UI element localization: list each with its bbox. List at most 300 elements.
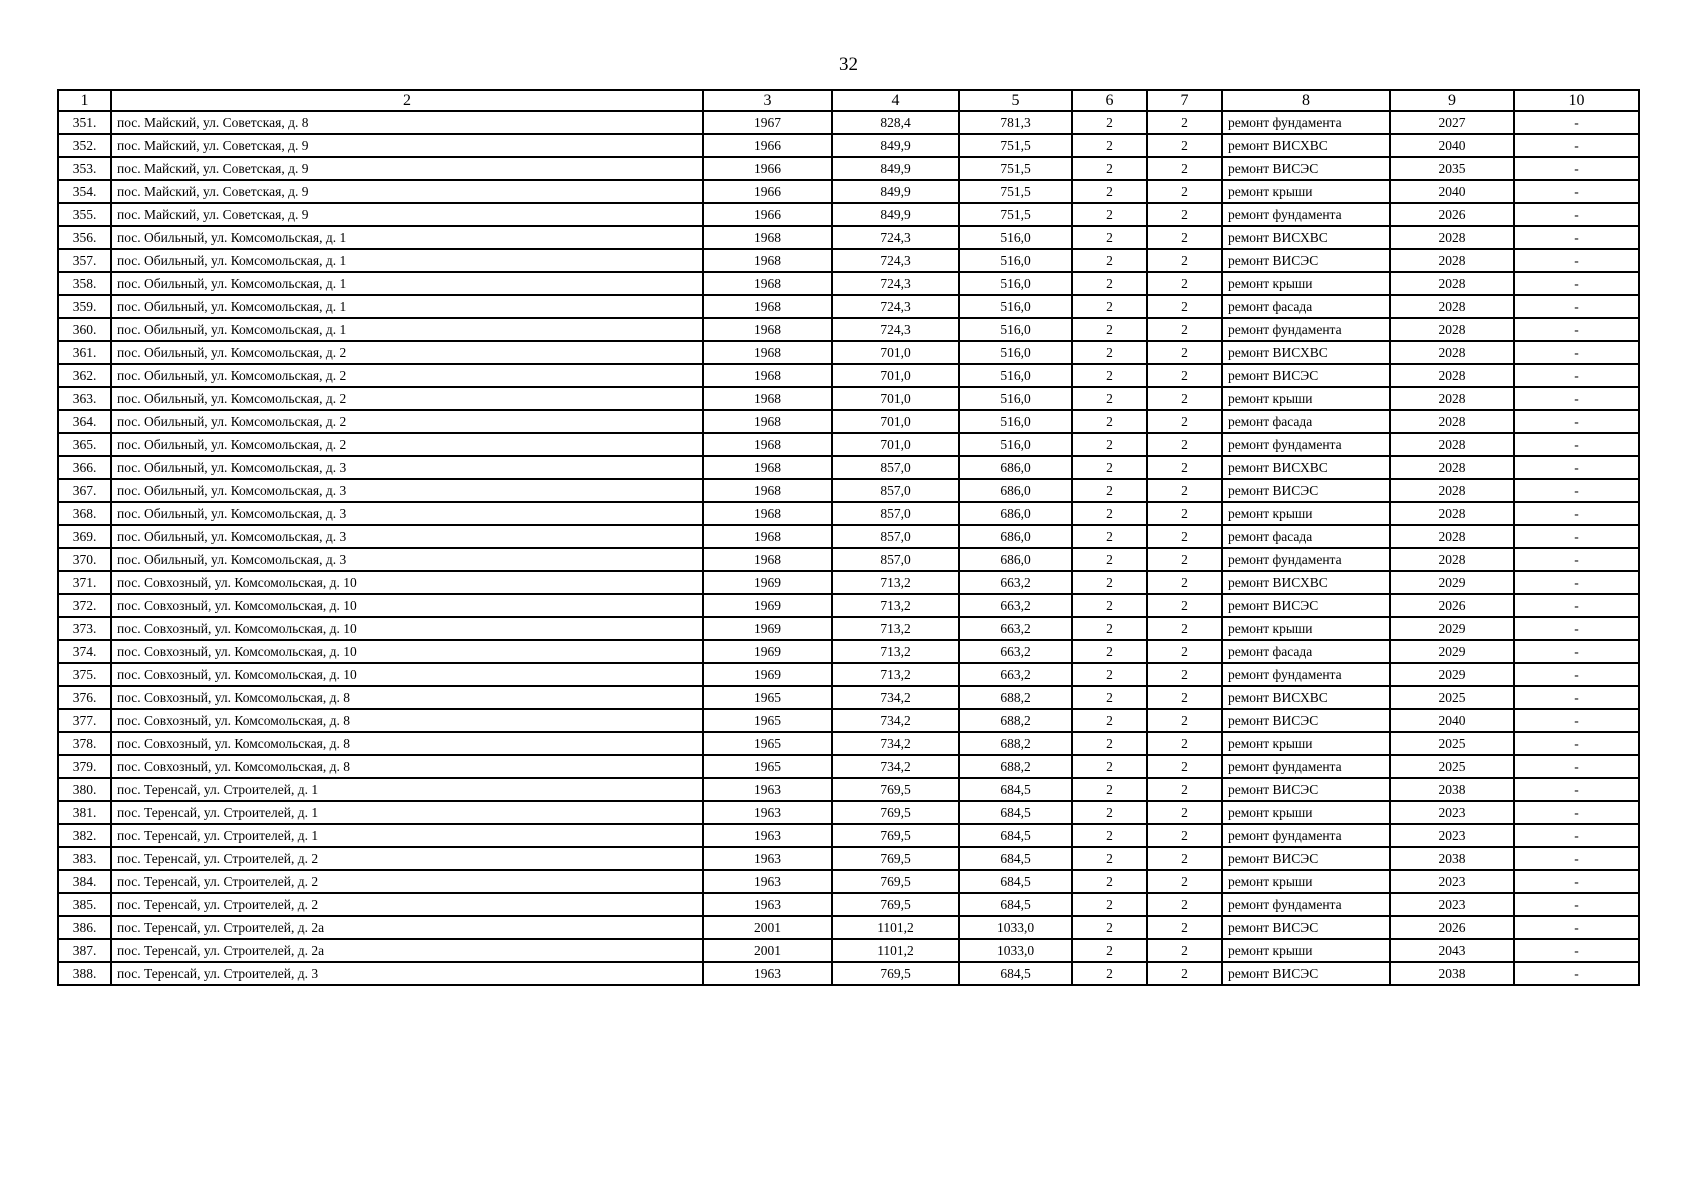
cell-planned-year: 2035 — [1390, 157, 1514, 180]
cell-address: пос. Теренсай, ул. Строителей, д. 2 — [111, 870, 703, 893]
cell-living-area: 516,0 — [959, 341, 1072, 364]
cell-work-type: ремонт крыши — [1222, 502, 1390, 525]
cell-row-number: 355. — [58, 203, 111, 226]
cell-row-number: 371. — [58, 571, 111, 594]
cell-address: пос. Обильный, ул. Комсомольская, д. 2 — [111, 387, 703, 410]
cell-work-type: ремонт фундамента — [1222, 548, 1390, 571]
column-header: 9 — [1390, 90, 1514, 111]
cell-row-number: 351. — [58, 111, 111, 134]
cell-address: пос. Теренсай, ул. Строителей, д. 3 — [111, 962, 703, 985]
cell-year-built: 1969 — [703, 571, 832, 594]
table-row — [58, 410, 1639, 433]
cell-planned-year: 2028 — [1390, 548, 1514, 571]
cell-floors: 2 — [1072, 525, 1147, 548]
cell-year-built: 1966 — [703, 157, 832, 180]
cell-entrances: 2 — [1147, 249, 1222, 272]
cell-entrances: 2 — [1147, 479, 1222, 502]
cell-total-area: 849,9 — [832, 157, 959, 180]
cell-row-number: 363. — [58, 387, 111, 410]
cell-living-area: 781,3 — [959, 111, 1072, 134]
cell-floors: 2 — [1072, 847, 1147, 870]
cell-entrances: 2 — [1147, 111, 1222, 134]
cell-total-area: 713,2 — [832, 571, 959, 594]
cell-row-number: 361. — [58, 341, 111, 364]
cell-living-area: 1033,0 — [959, 939, 1072, 962]
cell-living-area: 686,0 — [959, 456, 1072, 479]
cell-work-type: ремонт фундамента — [1222, 111, 1390, 134]
table-row — [58, 341, 1639, 364]
cell-planned-year: 2026 — [1390, 203, 1514, 226]
cell-address: пос. Теренсай, ул. Строителей, д. 1 — [111, 824, 703, 847]
cell-entrances: 2 — [1147, 387, 1222, 410]
cell-row-number: 386. — [58, 916, 111, 939]
cell-living-area: 751,5 — [959, 157, 1072, 180]
table-row — [58, 801, 1639, 824]
cell-year-built: 1966 — [703, 203, 832, 226]
cell-note: - — [1514, 272, 1639, 295]
cell-entrances: 2 — [1147, 870, 1222, 893]
cell-address: пос. Теренсай, ул. Строителей, д. 1 — [111, 801, 703, 824]
cell-total-area: 724,3 — [832, 318, 959, 341]
cell-row-number: 385. — [58, 893, 111, 916]
cell-planned-year: 2029 — [1390, 640, 1514, 663]
cell-living-area: 663,2 — [959, 617, 1072, 640]
cell-floors: 2 — [1072, 502, 1147, 525]
cell-floors: 2 — [1072, 663, 1147, 686]
table-row — [58, 111, 1639, 134]
cell-year-built: 1968 — [703, 456, 832, 479]
cell-year-built: 1968 — [703, 341, 832, 364]
cell-address: пос. Обильный, ул. Комсомольская, д. 3 — [111, 479, 703, 502]
cell-planned-year: 2023 — [1390, 801, 1514, 824]
cell-work-type: ремонт крыши — [1222, 801, 1390, 824]
table-row — [58, 318, 1639, 341]
cell-total-area: 857,0 — [832, 525, 959, 548]
cell-total-area: 769,5 — [832, 847, 959, 870]
cell-entrances: 2 — [1147, 456, 1222, 479]
cell-planned-year: 2028 — [1390, 456, 1514, 479]
cell-living-area: 684,5 — [959, 962, 1072, 985]
table-row — [58, 916, 1639, 939]
table-row — [58, 502, 1639, 525]
cell-entrances: 2 — [1147, 801, 1222, 824]
cell-work-type: ремонт ВИСЭС — [1222, 709, 1390, 732]
cell-entrances: 2 — [1147, 341, 1222, 364]
cell-address: пос. Совхозный, ул. Комсомольская, д. 10 — [111, 617, 703, 640]
column-header: 7 — [1147, 90, 1222, 111]
cell-address: пос. Совхозный, ул. Комсомольская, д. 10 — [111, 640, 703, 663]
table-row — [58, 272, 1639, 295]
cell-address: пос. Теренсай, ул. Строителей, д. 1 — [111, 778, 703, 801]
cell-work-type: ремонт фундамента — [1222, 824, 1390, 847]
cell-year-built: 1968 — [703, 318, 832, 341]
cell-work-type: ремонт ВИСЭС — [1222, 916, 1390, 939]
cell-address: пос. Совхозный, ул. Комсомольская, д. 10 — [111, 663, 703, 686]
cell-total-area: 734,2 — [832, 709, 959, 732]
cell-work-type: ремонт крыши — [1222, 272, 1390, 295]
cell-total-area: 724,3 — [832, 226, 959, 249]
cell-note: - — [1514, 318, 1639, 341]
cell-address: пос. Теренсай, ул. Строителей, д. 2 — [111, 893, 703, 916]
cell-floors: 2 — [1072, 272, 1147, 295]
table-row — [58, 134, 1639, 157]
cell-address: пос. Майский, ул. Советская, д. 8 — [111, 111, 703, 134]
cell-floors: 2 — [1072, 801, 1147, 824]
cell-year-built: 1969 — [703, 640, 832, 663]
cell-planned-year: 2028 — [1390, 387, 1514, 410]
cell-planned-year: 2028 — [1390, 226, 1514, 249]
cell-work-type: ремонт ВИСЭС — [1222, 479, 1390, 502]
cell-total-area: 724,3 — [832, 295, 959, 318]
cell-entrances: 2 — [1147, 778, 1222, 801]
cell-note: - — [1514, 847, 1639, 870]
cell-row-number: 375. — [58, 663, 111, 686]
cell-floors: 2 — [1072, 755, 1147, 778]
column-header: 4 — [832, 90, 959, 111]
cell-planned-year: 2040 — [1390, 134, 1514, 157]
cell-address: пос. Совхозный, ул. Комсомольская, д. 8 — [111, 686, 703, 709]
cell-planned-year: 2028 — [1390, 295, 1514, 318]
cell-note: - — [1514, 502, 1639, 525]
column-header: 8 — [1222, 90, 1390, 111]
cell-total-area: 724,3 — [832, 272, 959, 295]
cell-entrances: 2 — [1147, 824, 1222, 847]
cell-address: пос. Теренсай, ул. Строителей, д. 2 — [111, 847, 703, 870]
cell-year-built: 1968 — [703, 295, 832, 318]
cell-row-number: 383. — [58, 847, 111, 870]
table-row — [58, 962, 1639, 985]
cell-total-area: 734,2 — [832, 732, 959, 755]
cell-living-area: 663,2 — [959, 571, 1072, 594]
cell-entrances: 2 — [1147, 594, 1222, 617]
cell-entrances: 2 — [1147, 686, 1222, 709]
cell-work-type: ремонт фундамента — [1222, 433, 1390, 456]
cell-floors: 2 — [1072, 410, 1147, 433]
cell-total-area: 1101,2 — [832, 939, 959, 962]
column-header: 1 — [58, 90, 111, 111]
cell-floors: 2 — [1072, 134, 1147, 157]
cell-address: пос. Майский, ул. Советская, д. 9 — [111, 203, 703, 226]
cell-work-type: ремонт ВИСЭС — [1222, 778, 1390, 801]
cell-row-number: 366. — [58, 456, 111, 479]
cell-total-area: 701,0 — [832, 410, 959, 433]
cell-planned-year: 2025 — [1390, 732, 1514, 755]
cell-work-type: ремонт фундамента — [1222, 203, 1390, 226]
cell-planned-year: 2023 — [1390, 870, 1514, 893]
cell-note: - — [1514, 801, 1639, 824]
cell-note: - — [1514, 824, 1639, 847]
cell-floors: 2 — [1072, 318, 1147, 341]
cell-floors: 2 — [1072, 157, 1147, 180]
cell-row-number: 376. — [58, 686, 111, 709]
cell-address: пос. Теренсай, ул. Строителей, д. 2а — [111, 939, 703, 962]
cell-entrances: 2 — [1147, 226, 1222, 249]
table-row — [58, 387, 1639, 410]
cell-total-area: 849,9 — [832, 134, 959, 157]
cell-year-built: 1965 — [703, 686, 832, 709]
cell-floors: 2 — [1072, 433, 1147, 456]
cell-planned-year: 2029 — [1390, 571, 1514, 594]
cell-row-number: 356. — [58, 226, 111, 249]
cell-note: - — [1514, 548, 1639, 571]
cell-note: - — [1514, 916, 1639, 939]
table-row — [58, 663, 1639, 686]
cell-total-area: 701,0 — [832, 364, 959, 387]
cell-entrances: 2 — [1147, 157, 1222, 180]
cell-year-built: 1968 — [703, 525, 832, 548]
cell-work-type: ремонт фундамента — [1222, 318, 1390, 341]
cell-row-number: 387. — [58, 939, 111, 962]
cell-living-area: 516,0 — [959, 295, 1072, 318]
cell-living-area: 516,0 — [959, 272, 1072, 295]
cell-address: пос. Обильный, ул. Комсомольская, д. 2 — [111, 341, 703, 364]
cell-address: пос. Обильный, ул. Комсомольская, д. 3 — [111, 548, 703, 571]
cell-total-area: 701,0 — [832, 387, 959, 410]
cell-note: - — [1514, 157, 1639, 180]
cell-entrances: 2 — [1147, 663, 1222, 686]
cell-address: пос. Обильный, ул. Комсомольская, д. 2 — [111, 364, 703, 387]
cell-work-type: ремонт крыши — [1222, 939, 1390, 962]
cell-year-built: 1967 — [703, 111, 832, 134]
cell-address: пос. Обильный, ул. Комсомольская, д. 3 — [111, 456, 703, 479]
cell-entrances: 2 — [1147, 525, 1222, 548]
cell-note: - — [1514, 571, 1639, 594]
cell-entrances: 2 — [1147, 893, 1222, 916]
cell-total-area: 713,2 — [832, 663, 959, 686]
cell-row-number: 362. — [58, 364, 111, 387]
page-number: 32 — [839, 54, 858, 75]
cell-note: - — [1514, 387, 1639, 410]
cell-living-area: 684,5 — [959, 801, 1072, 824]
cell-year-built: 1968 — [703, 272, 832, 295]
cell-living-area: 751,5 — [959, 180, 1072, 203]
cell-note: - — [1514, 364, 1639, 387]
cell-total-area: 769,5 — [832, 824, 959, 847]
cell-work-type: ремонт ВИСЭС — [1222, 364, 1390, 387]
cell-year-built: 1963 — [703, 870, 832, 893]
cell-work-type: ремонт фундамента — [1222, 893, 1390, 916]
cell-row-number: 378. — [58, 732, 111, 755]
cell-entrances: 2 — [1147, 502, 1222, 525]
cell-planned-year: 2038 — [1390, 778, 1514, 801]
table-row — [58, 456, 1639, 479]
table-row — [58, 686, 1639, 709]
cell-row-number: 382. — [58, 824, 111, 847]
cell-floors: 2 — [1072, 111, 1147, 134]
cell-entrances: 2 — [1147, 180, 1222, 203]
cell-floors: 2 — [1072, 939, 1147, 962]
cell-total-area: 701,0 — [832, 341, 959, 364]
cell-row-number: 359. — [58, 295, 111, 318]
cell-floors: 2 — [1072, 548, 1147, 571]
cell-note: - — [1514, 640, 1639, 663]
table-row — [58, 226, 1639, 249]
cell-planned-year: 2043 — [1390, 939, 1514, 962]
cell-total-area: 724,3 — [832, 249, 959, 272]
cell-living-area: 1033,0 — [959, 916, 1072, 939]
cell-year-built: 1969 — [703, 663, 832, 686]
cell-note: - — [1514, 709, 1639, 732]
cell-total-area: 857,0 — [832, 502, 959, 525]
cell-year-built: 1968 — [703, 364, 832, 387]
cell-note: - — [1514, 893, 1639, 916]
cell-entrances: 2 — [1147, 295, 1222, 318]
cell-planned-year: 2023 — [1390, 893, 1514, 916]
table-row — [58, 548, 1639, 571]
cell-address: пос. Совхозный, ул. Комсомольская, д. 10 — [111, 571, 703, 594]
cell-row-number: 357. — [58, 249, 111, 272]
cell-note: - — [1514, 686, 1639, 709]
cell-row-number: 373. — [58, 617, 111, 640]
cell-planned-year: 2026 — [1390, 916, 1514, 939]
cell-entrances: 2 — [1147, 548, 1222, 571]
table-row — [58, 594, 1639, 617]
cell-note: - — [1514, 870, 1639, 893]
cell-note: - — [1514, 295, 1639, 318]
cell-living-area: 663,2 — [959, 594, 1072, 617]
cell-work-type: ремонт ВИСЭС — [1222, 594, 1390, 617]
cell-entrances: 2 — [1147, 203, 1222, 226]
cell-total-area: 701,0 — [832, 433, 959, 456]
cell-year-built: 1968 — [703, 433, 832, 456]
cell-floors: 2 — [1072, 686, 1147, 709]
cell-floors: 2 — [1072, 456, 1147, 479]
cell-year-built: 2001 — [703, 916, 832, 939]
cell-entrances: 2 — [1147, 916, 1222, 939]
cell-total-area: 857,0 — [832, 456, 959, 479]
table-row — [58, 893, 1639, 916]
cell-row-number: 353. — [58, 157, 111, 180]
table-row — [58, 364, 1639, 387]
cell-planned-year: 2038 — [1390, 962, 1514, 985]
cell-floors: 2 — [1072, 571, 1147, 594]
cell-note: - — [1514, 778, 1639, 801]
table-row — [58, 249, 1639, 272]
cell-row-number: 369. — [58, 525, 111, 548]
table-row — [58, 778, 1639, 801]
cell-planned-year: 2028 — [1390, 479, 1514, 502]
cell-row-number: 358. — [58, 272, 111, 295]
cell-planned-year: 2028 — [1390, 364, 1514, 387]
cell-note: - — [1514, 617, 1639, 640]
cell-living-area: 686,0 — [959, 502, 1072, 525]
cell-note: - — [1514, 755, 1639, 778]
column-header: 5 — [959, 90, 1072, 111]
cell-work-type: ремонт ВИСЭС — [1222, 157, 1390, 180]
cell-total-area: 769,5 — [832, 870, 959, 893]
cell-work-type: ремонт ВИСХВС — [1222, 686, 1390, 709]
cell-row-number: 367. — [58, 479, 111, 502]
cell-total-area: 769,5 — [832, 962, 959, 985]
cell-work-type: ремонт ВИСЭС — [1222, 847, 1390, 870]
cell-floors: 2 — [1072, 364, 1147, 387]
cell-planned-year: 2038 — [1390, 847, 1514, 870]
cell-work-type: ремонт фасада — [1222, 410, 1390, 433]
table-row — [58, 824, 1639, 847]
cell-living-area: 688,2 — [959, 732, 1072, 755]
table-row — [58, 640, 1639, 663]
cell-note: - — [1514, 594, 1639, 617]
cell-living-area: 516,0 — [959, 318, 1072, 341]
table-row — [58, 433, 1639, 456]
cell-living-area: 516,0 — [959, 364, 1072, 387]
cell-year-built: 1968 — [703, 479, 832, 502]
cell-work-type: ремонт ВИСХВС — [1222, 341, 1390, 364]
table-row — [58, 180, 1639, 203]
cell-row-number: 388. — [58, 962, 111, 985]
cell-living-area: 684,5 — [959, 893, 1072, 916]
cell-address: пос. Теренсай, ул. Строителей, д. 2а — [111, 916, 703, 939]
cell-planned-year: 2040 — [1390, 180, 1514, 203]
cell-address: пос. Обильный, ул. Комсомольская, д. 3 — [111, 502, 703, 525]
cell-planned-year: 2029 — [1390, 663, 1514, 686]
cell-floors: 2 — [1072, 778, 1147, 801]
cell-note: - — [1514, 663, 1639, 686]
cell-row-number: 377. — [58, 709, 111, 732]
cell-row-number: 372. — [58, 594, 111, 617]
cell-year-built: 1968 — [703, 502, 832, 525]
cell-note: - — [1514, 479, 1639, 502]
cell-floors: 2 — [1072, 479, 1147, 502]
cell-row-number: 384. — [58, 870, 111, 893]
cell-living-area: 688,2 — [959, 709, 1072, 732]
cell-row-number: 360. — [58, 318, 111, 341]
cell-planned-year: 2028 — [1390, 410, 1514, 433]
cell-living-area: 686,0 — [959, 548, 1072, 571]
cell-floors: 2 — [1072, 824, 1147, 847]
header-row — [58, 90, 1639, 111]
cell-planned-year: 2028 — [1390, 433, 1514, 456]
cell-work-type: ремонт ВИСХВС — [1222, 134, 1390, 157]
table-row — [58, 479, 1639, 502]
cell-entrances: 2 — [1147, 272, 1222, 295]
cell-living-area: 751,5 — [959, 134, 1072, 157]
cell-year-built: 1965 — [703, 755, 832, 778]
cell-floors: 2 — [1072, 180, 1147, 203]
table-body — [58, 111, 1639, 985]
cell-note: - — [1514, 111, 1639, 134]
cell-planned-year: 2025 — [1390, 686, 1514, 709]
cell-year-built: 1968 — [703, 410, 832, 433]
cell-address: пос. Обильный, ул. Комсомольская, д. 1 — [111, 249, 703, 272]
cell-floors: 2 — [1072, 709, 1147, 732]
cell-entrances: 2 — [1147, 732, 1222, 755]
cell-year-built: 1963 — [703, 962, 832, 985]
cell-year-built: 1968 — [703, 548, 832, 571]
cell-floors: 2 — [1072, 732, 1147, 755]
cell-floors: 2 — [1072, 594, 1147, 617]
cell-total-area: 713,2 — [832, 617, 959, 640]
cell-living-area: 516,0 — [959, 226, 1072, 249]
cell-living-area: 684,5 — [959, 870, 1072, 893]
cell-address: пос. Совхозный, ул. Комсомольская, д. 10 — [111, 594, 703, 617]
cell-note: - — [1514, 433, 1639, 456]
cell-work-type: ремонт фундамента — [1222, 755, 1390, 778]
cell-address: пос. Совхозный, ул. Комсомольская, д. 8 — [111, 709, 703, 732]
cell-year-built: 1969 — [703, 617, 832, 640]
cell-total-area: 828,4 — [832, 111, 959, 134]
cell-planned-year: 2028 — [1390, 249, 1514, 272]
cell-work-type: ремонт фундамента — [1222, 663, 1390, 686]
table-row — [58, 617, 1639, 640]
cell-year-built: 1965 — [703, 732, 832, 755]
cell-note: - — [1514, 525, 1639, 548]
cell-work-type: ремонт фасада — [1222, 525, 1390, 548]
cell-address: пос. Обильный, ул. Комсомольская, д. 2 — [111, 433, 703, 456]
cell-row-number: 381. — [58, 801, 111, 824]
cell-entrances: 2 — [1147, 571, 1222, 594]
cell-entrances: 2 — [1147, 433, 1222, 456]
